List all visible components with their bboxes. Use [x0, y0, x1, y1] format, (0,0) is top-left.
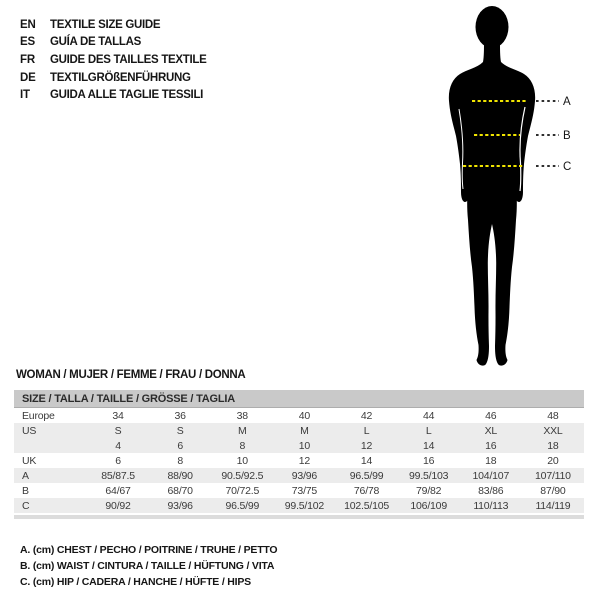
language-title: GUIDA ALLE TAGLIE TESSILI — [50, 89, 204, 102]
size-cell: 90/92 — [105, 499, 131, 512]
size-cell: 16 — [423, 454, 435, 467]
size-cell: 96.5/99 — [225, 499, 260, 512]
size-cell: 99.5/103 — [409, 469, 449, 482]
size-cell: 36 — [174, 409, 186, 422]
row-label: US — [22, 424, 37, 437]
language-code: ES — [20, 36, 35, 49]
size-cell: 104/107 — [472, 469, 510, 482]
size-cell: 106/109 — [410, 499, 447, 512]
size-cell: 110/113 — [473, 499, 509, 512]
legend-item-hip: C. (cm) HIP / CADERA / HANCHE / HÜFTE / HIPS — [20, 576, 251, 588]
size-cell: 44 — [423, 409, 435, 422]
table-row-us-number — [14, 438, 584, 453]
row-label: Europe — [22, 409, 55, 422]
table-row-chest-a — [14, 468, 584, 483]
size-cell: L — [363, 424, 370, 437]
size-cell: S — [114, 424, 122, 437]
size-table-header: SIZE / TALLA / TAILLE / GRÖSSE / TAGLIA — [14, 390, 584, 408]
size-table-section — [14, 390, 584, 519]
size-cell: 4 — [115, 439, 121, 452]
size-cell: 93/96 — [291, 469, 318, 482]
size-cell: 73/75 — [291, 484, 318, 497]
size-cell: 64/67 — [105, 484, 131, 497]
size-cell: 14 — [360, 454, 373, 467]
size-cell: 114/119 — [535, 499, 571, 512]
table-bottom-strip — [14, 515, 584, 519]
measurement-figure — [440, 5, 590, 371]
size-cell: 12 — [360, 439, 373, 452]
size-cell: 83/86 — [478, 484, 504, 497]
size-cell: S — [176, 424, 184, 437]
language-code: EN — [20, 18, 36, 31]
language-row-it — [20, 86, 207, 104]
size-cell: 16 — [485, 439, 497, 452]
language-code: IT — [20, 89, 30, 102]
size-cell: 34 — [112, 409, 124, 422]
row-label: B — [22, 484, 29, 497]
legend-item-chest: A. (cm) CHEST / PECHO / POITRINE / TRUHE / PETTO — [20, 544, 278, 556]
size-cell: 38 — [236, 409, 248, 422]
size-table — [14, 408, 584, 513]
language-row-es — [20, 34, 207, 52]
size-cell: 18 — [485, 454, 497, 467]
size-cell: 6 — [177, 439, 183, 452]
table-row-hip-c — [14, 498, 584, 513]
size-cell: 20 — [547, 454, 559, 467]
woman-silhouette-body — [449, 41, 535, 366]
size-cell: 88/90 — [167, 469, 193, 482]
size-cell: 48 — [547, 409, 559, 422]
size-cell: XXL — [543, 424, 563, 437]
measurement-legend — [20, 542, 277, 590]
language-title: TEXTILE SIZE GUIDE — [50, 18, 161, 31]
language-title: TEXTILGRÖßENFÜHRUNG — [50, 71, 191, 84]
size-cell: 40 — [298, 409, 311, 422]
size-cell: 96.5/99 — [349, 469, 384, 482]
language-row-fr — [20, 51, 207, 69]
size-cell: 99.5/102 — [284, 499, 325, 512]
size-cell: 76/78 — [353, 484, 380, 497]
size-cell: 18 — [547, 439, 559, 452]
size-cell: 68/70 — [167, 484, 193, 497]
size-cell: L — [425, 424, 432, 437]
size-cell: 79/82 — [416, 484, 442, 497]
table-row-uk — [14, 453, 584, 468]
size-cell: M — [300, 424, 309, 437]
size-cell: 8 — [177, 454, 183, 467]
size-cell: 14 — [423, 439, 435, 452]
row-label — [14, 438, 87, 453]
size-cell: 10 — [298, 439, 311, 452]
size-cell: M — [238, 424, 247, 437]
size-cell: 8 — [239, 439, 246, 452]
language-list — [20, 16, 207, 104]
size-cell: 12 — [298, 454, 311, 467]
language-row-de — [20, 69, 207, 87]
silhouette-head — [476, 6, 509, 48]
section-heading-woman: WOMAN / MUJER / FEMME / FRAU / DONNA — [16, 369, 246, 381]
size-cell: 87/90 — [540, 484, 566, 497]
size-cell: 6 — [115, 454, 121, 467]
size-cell: 102.5/105 — [344, 499, 390, 512]
size-cell: XL — [484, 424, 498, 437]
size-cell: 46 — [485, 409, 497, 422]
measure-label-b: B — [563, 130, 571, 142]
language-title: GUIDE DES TAILLES TEXTILE — [50, 53, 207, 66]
table-row-us-letter — [14, 423, 584, 438]
size-cell: 85/87.5 — [101, 469, 135, 482]
measure-label-a: A — [563, 96, 571, 108]
size-cell: 107/110 — [535, 469, 571, 482]
size-cell: 42 — [360, 409, 373, 422]
size-cell: 93/96 — [167, 499, 193, 512]
woman-silhouette-figure — [440, 5, 590, 371]
size-cell: 90.5/92.5 — [221, 469, 264, 482]
size-cell: 70/72.5 — [225, 484, 260, 497]
measure-label-c: C — [563, 161, 572, 173]
row-label: UK — [22, 454, 37, 467]
row-label: A — [22, 469, 29, 482]
language-row-en — [20, 16, 207, 34]
language-title: GUÍA DE TALLAS — [50, 36, 141, 49]
table-row-europe — [14, 408, 584, 423]
language-code: DE — [20, 71, 36, 84]
table-row-waist-b — [14, 483, 584, 498]
size-cell: 10 — [236, 454, 248, 467]
row-label: C — [22, 499, 30, 512]
language-code: FR — [20, 53, 35, 66]
legend-item-waist: B. (cm) WAIST / CINTURA / TAILLE / HÜFTUNG / VITA — [20, 560, 275, 572]
